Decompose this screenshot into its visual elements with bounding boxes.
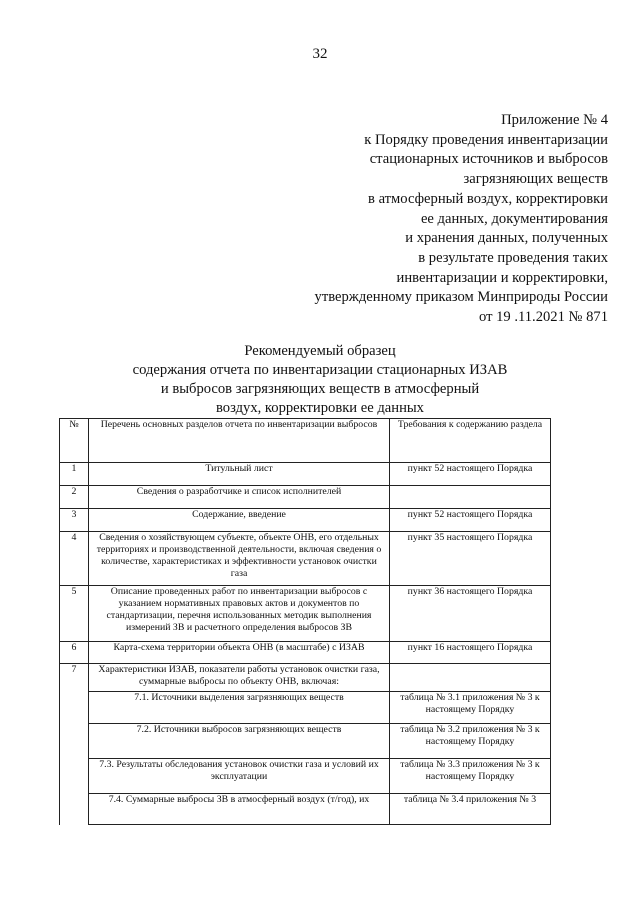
appendix-line: загрязняющих веществ [463, 171, 608, 188]
table-row [60, 642, 551, 664]
subrow-section: 7.3. Результаты обследования установок очистки газа и условий их эксплуатации [89, 759, 390, 794]
row-section: Характеристики ИЗАВ, показатели работы установок очистки газа, суммарные выбросы по объекту ОНВ, включая: [89, 664, 390, 692]
row-requirement [390, 664, 551, 692]
subrow-requirement: таблица № 3.3 приложения № 3 к настоящему Порядку [390, 759, 551, 794]
row-section: Описание проведенных работ по инвентаризации выбросов с указанием нормативных правовых актов и документов по стандартизации, перечня использованных методик выполнения измерений ЗВ и расчетного определения выбросов ЗВ [89, 586, 390, 642]
row-requirement [390, 486, 551, 509]
row-num: 4 [60, 532, 89, 586]
table-row [60, 532, 551, 586]
row-section: Карта-схема территории объекта ОНВ (в масштабе) с ИЗАВ [89, 642, 390, 664]
row-num: 6 [60, 642, 89, 664]
subrow-section: 7.1. Источники выделения загрязняющих веществ [89, 692, 390, 724]
table-row [60, 586, 551, 642]
subrow-requirement: таблица № 3.4 приложения № 3 [390, 794, 551, 825]
appendix-line: в результате проведения таких [418, 249, 608, 266]
row-num: 1 [60, 463, 89, 486]
appendix-line: от 19 .11.2021 № 871 [478, 309, 608, 326]
appendix-line: Приложение № 4 [501, 112, 608, 128]
row-section: Сведения о разработчике и список исполнителей [89, 486, 390, 509]
subrow-num-blank [60, 724, 89, 759]
subrow-section: 7.2. Источники выбросов загрязняющих веществ [89, 724, 390, 759]
appendix-line: в атмосферный воздух, корректировки [368, 190, 608, 207]
heading-line: содержания отчета по инвентаризации стационарных ИЗАВ [132, 362, 508, 378]
row-num: 2 [60, 486, 89, 509]
appendix-block [248, 111, 608, 328]
row-requirement: пункт 52 настоящего Порядка [390, 463, 551, 486]
table-subrow [60, 794, 551, 825]
row-requirement: пункт 35 настоящего Порядка [390, 532, 551, 586]
row-num: 5 [60, 586, 89, 642]
table-header-row [60, 419, 551, 463]
table-subrow [60, 724, 551, 759]
row-num: 3 [60, 509, 89, 532]
subrow-num-blank [60, 759, 89, 794]
appendix-line: и хранения данных, полученных [405, 230, 608, 247]
heading-line: и выбросов загрязняющих веществ в атмосферный [160, 381, 480, 397]
header-num: № [60, 419, 89, 463]
document-heading [0, 342, 640, 418]
table-subrow [60, 692, 551, 724]
heading-line: Рекомендуемый образец [244, 343, 396, 359]
row-requirement: пункт 52 настоящего Порядка [390, 509, 551, 532]
subrow-section: 7.4. Суммарные выбросы ЗВ в атмосферный воздух (т/год), их [89, 794, 390, 825]
table-row [60, 664, 551, 692]
header-requirements: Требования к содержанию раздела [390, 419, 551, 463]
row-num: 7 [60, 664, 89, 692]
subrow-num-blank [60, 794, 89, 825]
header-section: Перечень основных разделов отчета по инвентаризации выбросов [89, 419, 390, 463]
appendix-line: ее данных, документирования [420, 210, 608, 227]
row-requirement: пункт 36 настоящего Порядка [390, 586, 551, 642]
table-row [60, 486, 551, 509]
appendix-line: утвержденному приказом Минприроды России [314, 289, 608, 306]
row-section: Сведения о хозяйствующем субъекте, объекте ОНВ, его отдельных территориях и производственной деятельности, включая сведения о количестве, характеристиках и эффективности установок очистки газа [89, 532, 390, 586]
page-number: 32 [312, 46, 328, 62]
table-subrow [60, 759, 551, 794]
appendix-line: стационарных источников и выбросов [369, 151, 608, 168]
heading-line: воздух, корректировки ее данных [216, 400, 424, 416]
appendix-line: инвентаризации и корректировки, [396, 269, 608, 286]
sections-table [59, 418, 551, 825]
row-section: Титульный лист [89, 463, 390, 486]
appendix-line: к Порядку проведения инвентаризации [364, 131, 608, 148]
subrow-requirement: таблица № 3.1 приложения № 3 к настоящему Порядку [390, 692, 551, 724]
row-requirement: пункт 16 настоящего Порядка [390, 642, 551, 664]
row-section: Содержание, введение [89, 509, 390, 532]
subrow-num-blank [60, 692, 89, 724]
subrow-requirement: таблица № 3.2 приложения № 3 к настоящему Порядку [390, 724, 551, 759]
table-row [60, 509, 551, 532]
table-row [60, 463, 551, 486]
